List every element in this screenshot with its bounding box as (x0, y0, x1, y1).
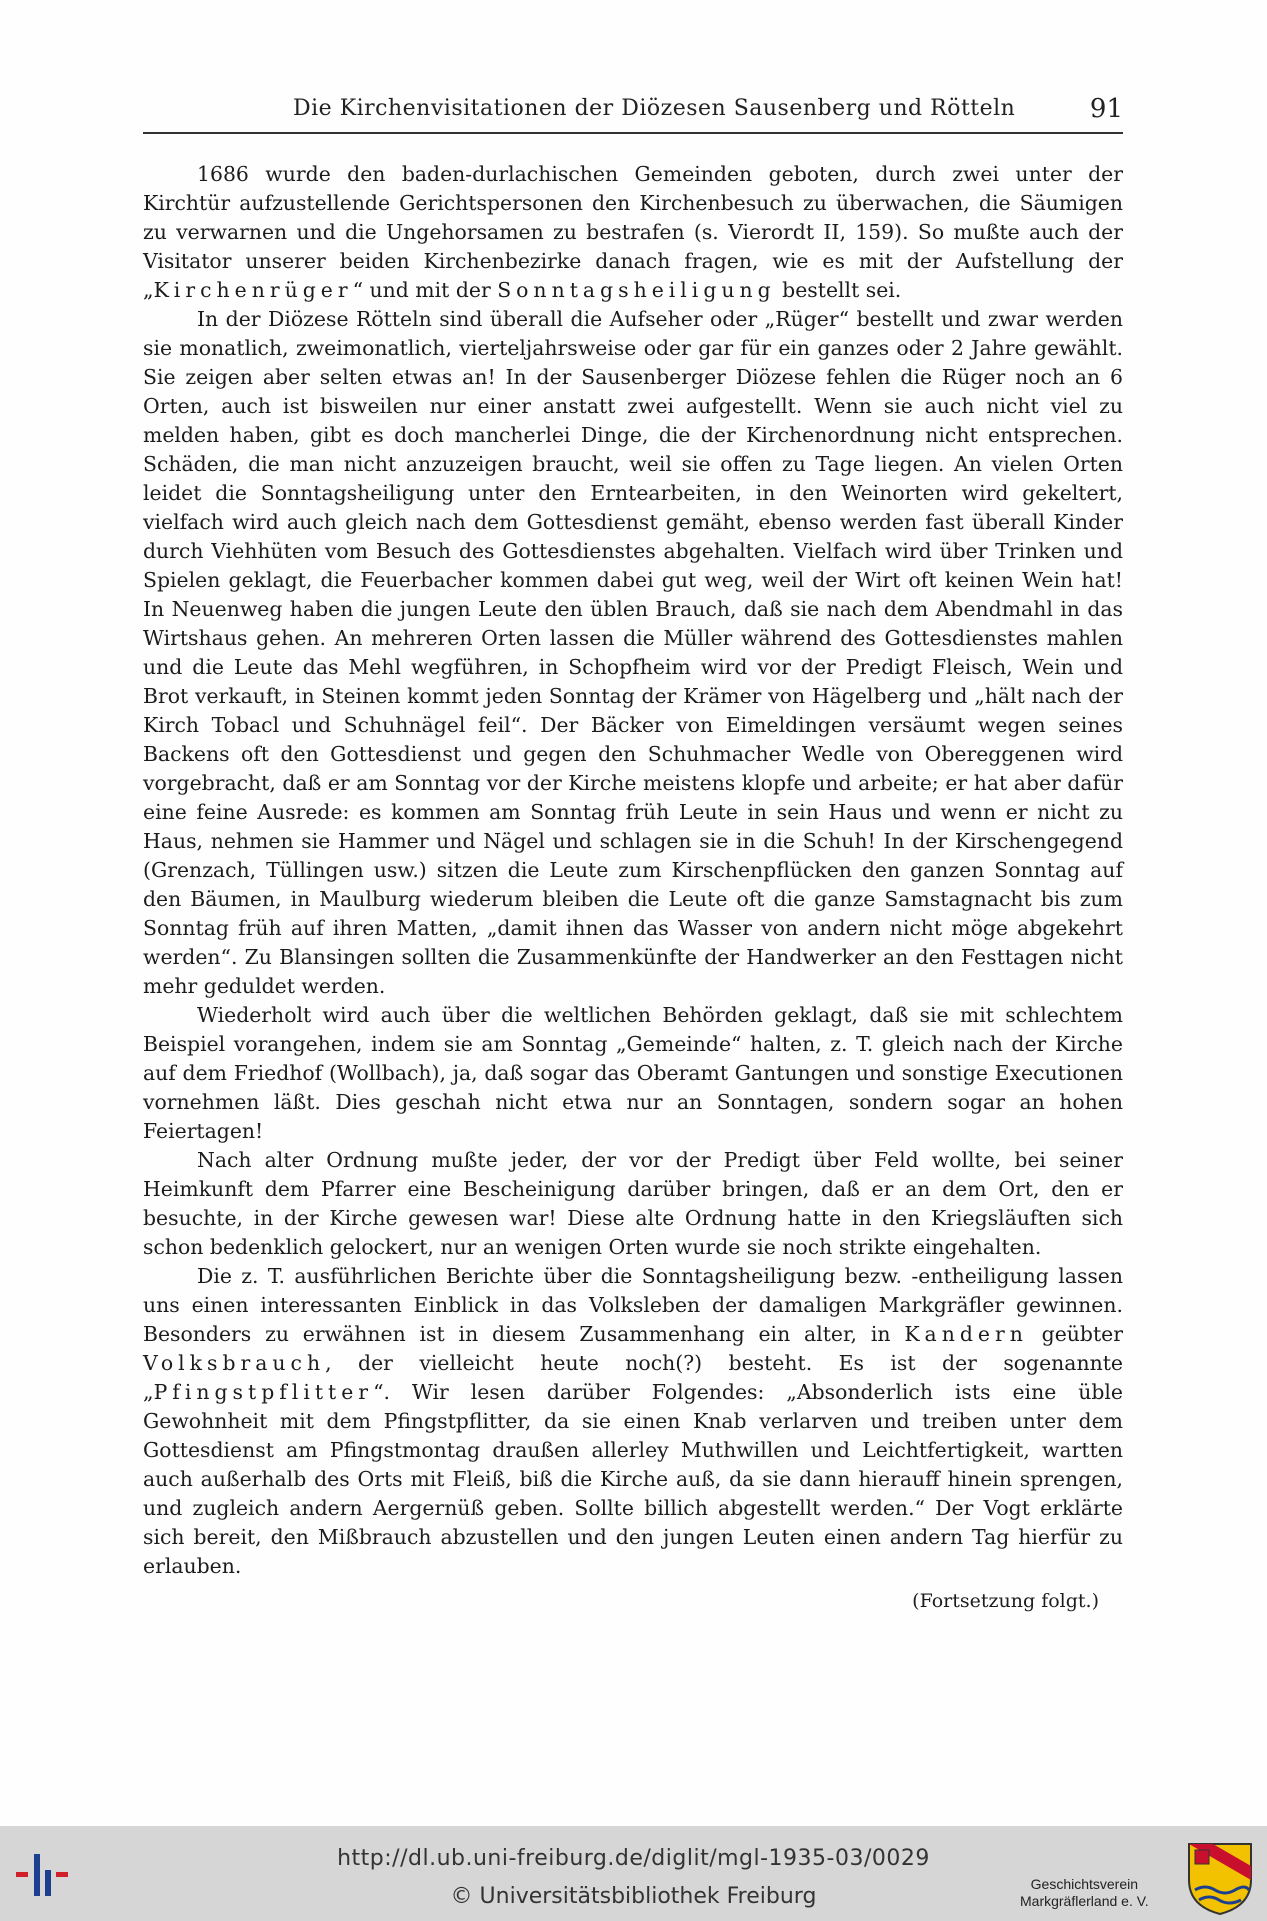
page-number: 91 (1089, 94, 1123, 124)
copyright-notice: © Universitätsbibliothek Freiburg (450, 1884, 817, 1909)
continued-note: (Fortsetzung folgt.) (912, 1590, 1099, 1612)
paragraph-2: In der Diözese Rötteln sind überall die Aufseher oder „Rüger“ bestellt und zwar werden sie monatlich, zweimonatlich, vierteljahrsweise oder gar für ein ganzes oder 2 Jahre gewählt. Sie zeigen aber selten etwas an! In der Sausenberger Diözese fehlen die Rüger noch an 6 Orten, auch ist bisweilen nur einer anstatt zwei aufgestellt. Wenn sie auch nicht viel zu melden haben, gibt es doch mancherlei Dinge, die der Kirchenordnung nicht entsprechen. Schäden, die man nicht anzuzeigen braucht, weil sie offen zu Tage liegen. An vielen Orten leidet die Sonntagsheiligung unter den Erntearbeiten, in den Weinorten wird gekeltert, vielfach wird auch gleich nach dem Gottesdienst gemäht, ebenso werden fast überall Kinder durch Viehhüten vom Besuch des Gottesdienstes abgehalten. Vielfach wird über Trinken und Spielen geklagt, die Feuerbacher kommen dabei gut weg, weil der Wirt oft keinen Wein hat! In Neuenweg haben die jungen Leute den üblen Brauch, daß sie nach dem Abendmahl in das Wirtshaus gehen. An mehreren Orten lassen die Müller während des Gottesdienstes mahlen und die Leute das Mehl wegführen, in Schopfheim wird vor der Predigt Fleisch, Wein und Brot verkauft, in Steinen kommt jeden Sonntag der Krämer von Hägelberg und „hält nach der Kirch Tobacl und Schuhnägel feil“. Der Bäcker von Eimeldingen versäumt wegen seines Backens oft den Gottesdienst und gegen den Schuhmacher Wedle von Obereggenen wird vorgebracht, daß er am Sonntag vor der Kirche meistens klopfe und arbeite; er hat aber dafür eine feine Ausrede: es kommen am Sonntag früh Leute in sein Haus und wenn er nicht zu Haus, nehmen sie Hammer und Nägel und schlagen sie in die Schuh! In der Kirschengegend (Grenzach, Tüllingen usw.) sitzen die Leute zum Kirschenpflücken den ganzen Sonntag auf den Bäumen, in Maulburg wiederum bleiben die Leute oft die ganze Samstagnacht bis zum Sonntag früh auf ihren Matten, „damit ihnen das Wasser von andern nicht möge abgekehrt werden“. Zu Blansingen sollten die Zusammenkünfte der Handwerker an den Festtagen nicht mehr geduldet werden. (143, 307, 1123, 998)
spaced-term-sonntagsheiligung: Sonntagsheiligung (497, 278, 776, 302)
footer-bar (0, 1826, 1267, 1921)
running-head (143, 92, 1123, 134)
paragraph-5-text-a: Die z. T. ausführlichen Berichte über die Sonntagsheiligung bezw. -entheiligung lassen uns einen interessanten Einblick in das Volksleben der damaligen Markgräfler gewinnen. Besonders zu erwähnen ist in diesem Zusammenhang ein alter, in (143, 1264, 1123, 1346)
paragraph-5-text-g: “. Wir lesen darüber Folgendes: „Absonderlich ists eine üble Gewohnheit mit dem Pfingstpflitter, da sie einen Knab verlarven und treiben unter dem Gottesdienst am Pfingstmontag draußen allerley Muthwillen und Leichtfertigkeit, wartten auch außerhalb des Orts mit Fleiß, biß die Kirche auß, da sie dann hierauff hinein sprengen, und zugleich andern Aergernüß geben. Sollte billich abgestellt werden.“ Der Vogt erklärte sich bereit, den Mißbrauch abzustellen und den jungen Leuten einen andern Tag hierfür zu erlauben. (143, 1380, 1123, 1578)
paragraph-5-text-e: , der vielleicht heute noch(?) besteht. Es ist der sogenannte „ (143, 1351, 1123, 1404)
spaced-term-kandern: Kandern (904, 1322, 1028, 1346)
society-line-1: Geschichtsverein (1030, 1876, 1139, 1892)
running-title: Die Kirchenvisitationen der Diözesen Sausenberg und Rötteln (293, 96, 1016, 121)
paragraph-5-text-c: geübter (1027, 1322, 1123, 1346)
body-text (143, 160, 1123, 1581)
spaced-term-pfingstpflitter: Pfingstpflitter (153, 1380, 374, 1404)
paragraph-4: Nach alter Ordnung mußte jeder, der vor der Predigt über Feld wollte, bei seiner Heimkunft dem Pfarrer eine Bescheinigung darüber bringen, daß er an dem Ort, den er besuchte, in der Kirche gewesen war! Diese alte Ordnung hatte in den Kriegsläuften sich schon bedenklich gelockert, nur an wenigen Orten wurde sie noch strikte eingehalten. (143, 1148, 1123, 1259)
society-name[interactable] (1020, 1876, 1149, 1910)
coat-of-arms-icon[interactable] (1185, 1840, 1255, 1916)
spaced-term-kirchenrueger: Kirchenrüger (153, 278, 353, 302)
paragraph-1-text-c: “ und mit der (352, 278, 498, 302)
paragraph-5 (143, 1262, 1123, 1581)
society-line-2: Markgräflerland e. V. (1020, 1893, 1149, 1909)
paragraph-1 (143, 160, 1123, 305)
source-url-link[interactable]: http://dl.ub.uni-freiburg.de/diglit/mgl-1935-03/0029 (337, 1846, 930, 1871)
paragraph-3: Wiederholt wird auch über die weltlichen Behörden geklagt, daß sie mit schlechtem Beispiel vorangehen, indem sie am Sonntag „Gemeinde“ halten, z. T. gleich nach der Kirche auf dem Friedhof (Wollbach), ja, daß sogar das Oberamt Gantungen und sonstige Executionen vornehmen läßt. Dies geschah nicht etwa nur an Sonntagen, sondern sogar an hohen Feiertagen! (143, 1003, 1123, 1143)
paragraph-1-text-a: 1686 wurde den baden-durlachischen Gemeinden geboten, durch zwei unter der Kirchtür aufzustellende Gerichtspersonen den Kirchenbesuch zu überwachen, die Säumigen zu verwarnen und die Ungehorsamen zu bestrafen (s. Vierordt II, 159). So mußte auch der Visitator unserer beiden Kirchenbezirke danach fragen, wie es mit der Aufstellung der „ (143, 162, 1123, 302)
paragraph-1-text-e: bestellt sei. (775, 278, 902, 302)
spaced-term-volksbrauch: Volksbrauch (143, 1351, 326, 1375)
